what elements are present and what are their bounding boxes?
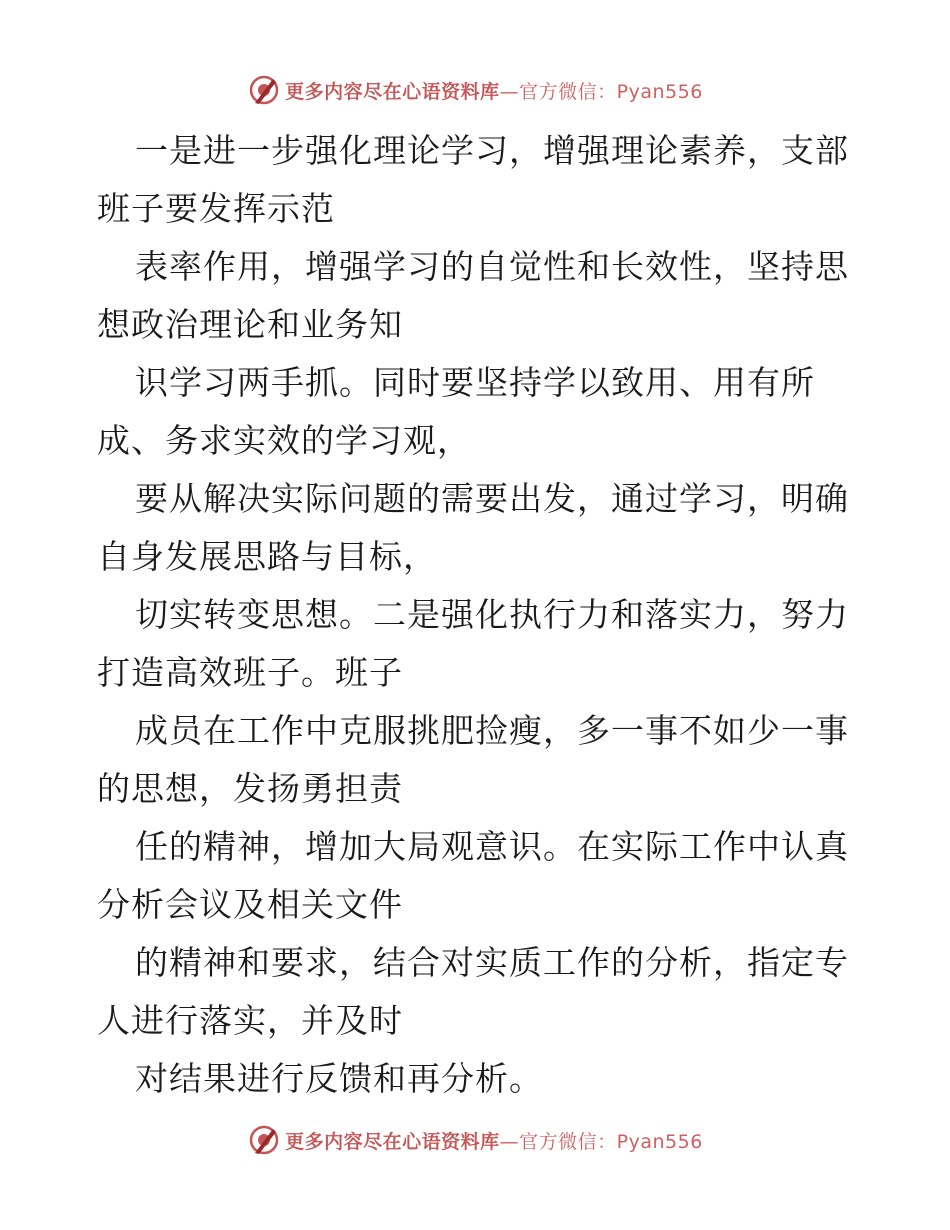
watermark-main: 更多内容尽在心语资料库 — [285, 1130, 500, 1153]
text-line: 成员在工作中克服挑肥捡瘦，多一事不如少一事 — [135, 711, 849, 750]
watermark-contact: —官方微信：Pyan556 — [499, 80, 703, 103]
watermark-text — [285, 77, 703, 104]
text-line: 分析会议及相关文件 — [97, 885, 403, 924]
quill-logo-icon — [247, 1123, 281, 1157]
text-line: 成、务求实效的学习观， — [97, 421, 471, 460]
watermark-text — [285, 1127, 703, 1154]
text-line: 人进行落实，并及时 — [97, 1001, 403, 1040]
text-line: 想政治理论和业务知 — [97, 305, 403, 344]
document-body — [97, 122, 857, 1108]
text-line: 表率作用，增强学习的自觉性和长效性，坚持思 — [135, 247, 849, 286]
quill-logo-icon — [247, 73, 281, 107]
text-line: 识学习两手抓。同时要坚持学以致用、用有所 — [135, 363, 815, 402]
text-line: 对结果进行反馈和再分析。 — [135, 1059, 543, 1098]
header-watermark — [0, 70, 950, 110]
footer-watermark — [0, 1120, 950, 1160]
text-line: 班子要发挥示范 — [97, 189, 335, 228]
watermark-contact: —官方微信：Pyan556 — [499, 1130, 703, 1153]
text-line: 的精神和要求，结合对实质工作的分析，指定专 — [135, 943, 849, 982]
text-line: 任的精神，增加大局观意识。在实际工作中认真 — [135, 827, 849, 866]
text-line: 要从解决实际问题的需要出发，通过学习，明确 — [135, 479, 849, 518]
text-line: 的思想，发扬勇担责 — [97, 769, 403, 808]
text-line: 自身发展思路与目标， — [97, 537, 437, 576]
text-line: 打造高效班子。班子 — [97, 653, 403, 692]
text-line: 一是进一步强化理论学习，增强理论素养，支部 — [135, 131, 849, 170]
text-line: 切实转变思想。二是强化执行力和落实力，努力 — [135, 595, 849, 634]
watermark-main: 更多内容尽在心语资料库 — [285, 80, 500, 103]
